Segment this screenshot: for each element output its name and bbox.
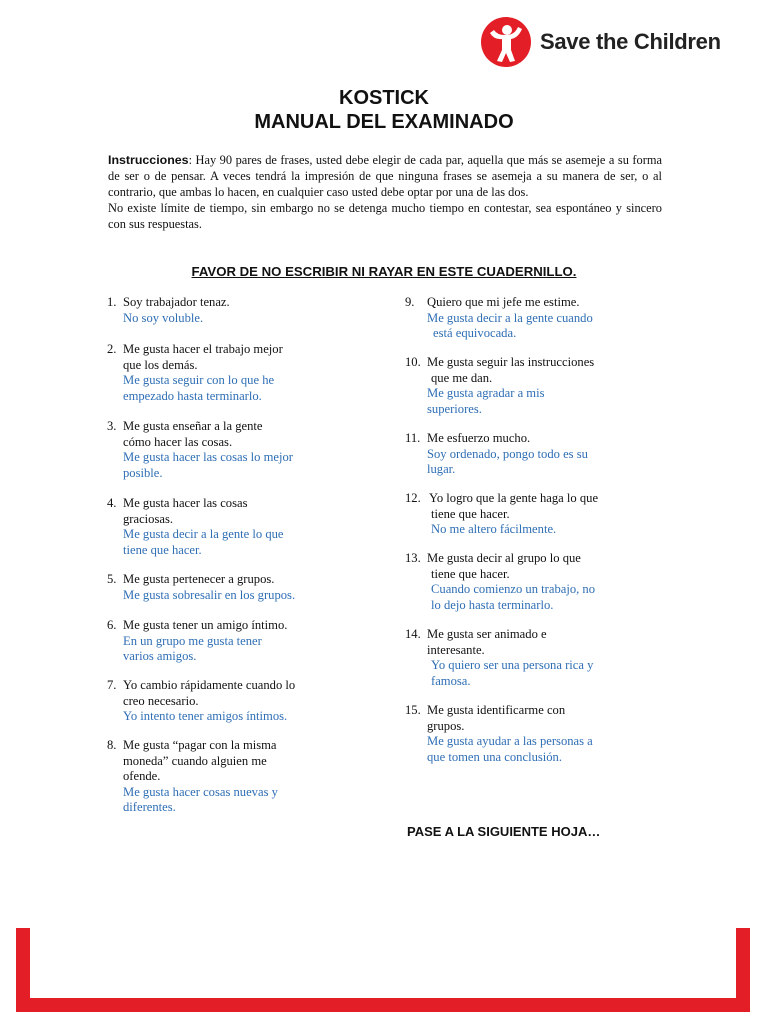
question-item-13: [405, 551, 595, 613]
title-line-1: KOSTICK: [339, 87, 429, 109]
statement-a-cont: moneda” cuando alguien me: [123, 753, 267, 768]
question-item-6: [107, 618, 287, 665]
question-item-10: [405, 355, 594, 417]
statement-a: Me gusta hacer las cosas: [123, 496, 248, 510]
statement-b: Cuando comienzo un trabajo, no: [431, 582, 596, 596]
statement-a-cont: interesante.: [427, 642, 485, 657]
item-number: 5.: [107, 572, 117, 586]
statement-b: No me altero fácilmente.: [431, 522, 557, 536]
item-number: 15.: [405, 703, 421, 717]
save-the-children-logo: [480, 16, 721, 68]
statement-a: Yo cambio rápidamente cuando lo: [123, 678, 296, 692]
statement-a: Me gusta seguir las instrucciones: [427, 355, 595, 369]
statement-a: Me gusta “pagar con la misma: [123, 738, 277, 752]
statement-a: Me gusta decir al grupo lo que: [427, 551, 581, 565]
item-number: 11.: [405, 431, 421, 445]
statement-a-cont: grupos.: [427, 718, 465, 733]
item-number: 4.: [107, 496, 117, 510]
statement-b: Yo intento tener amigos íntimos.: [123, 709, 288, 723]
child-figure-icon: [480, 16, 532, 68]
statement-b: Me gusta decir a la gente cuando: [427, 310, 593, 325]
question-item-15: [405, 703, 593, 765]
statement-a-cont: tiene que hacer.: [431, 506, 510, 521]
statement-b: No soy voluble.: [123, 310, 204, 325]
statement-a: Quiero que mi jefe me estime.: [427, 295, 580, 309]
item-number: 8.: [107, 738, 117, 752]
question-item-14: [405, 627, 593, 689]
statement-b-cont: tiene que hacer.: [123, 542, 202, 557]
statement-b: Soy ordenado, pongo todo es su: [427, 446, 588, 461]
statement-a: Me gusta identificarme con: [427, 703, 566, 717]
statement-b-cont: está equivocada.: [433, 326, 517, 340]
statement-a: Yo logro que la gente haga lo que: [429, 491, 599, 505]
next-page-notice: PASE A LA SIGUIENTE HOJA…: [407, 824, 601, 839]
statement-a: Soy trabajador tenaz.: [123, 295, 230, 309]
question-item-7: [107, 678, 295, 725]
statement-b-cont: famosa.: [431, 673, 471, 688]
statement-a: Me esfuerzo mucho.: [427, 431, 531, 445]
question-item-11: [405, 431, 588, 478]
statement-a-cont: creo necesario.: [123, 693, 199, 708]
statement-a-cont: que me dan.: [431, 370, 493, 385]
question-item-12: [405, 491, 598, 538]
brand-name: Save the Children: [540, 29, 721, 54]
statement-b: Me gusta hacer cosas nuevas y: [123, 784, 278, 799]
item-number: 13.: [405, 551, 421, 565]
statement-b: Me gusta decir a la gente lo que: [123, 527, 284, 541]
item-number: 12.: [405, 491, 421, 505]
instructions-paragraph-1: [108, 152, 662, 200]
statement-b-cont: diferentes.: [123, 800, 176, 814]
question-item-8: [107, 738, 278, 816]
item-number: 2.: [107, 342, 117, 356]
question-item-9: [405, 295, 593, 342]
statement-a-cont: ofende.: [123, 769, 161, 783]
item-number: 1.: [107, 295, 117, 309]
statement-a: Me gusta enseñar a la gente: [123, 419, 263, 433]
statement-a-cont: graciosas.: [123, 511, 174, 526]
statement-b-cont: posible.: [123, 465, 163, 480]
statement-b: Me gusta seguir con lo que he: [123, 373, 275, 387]
item-number: 3.: [107, 419, 117, 433]
document-title: [0, 86, 768, 134]
question-item-5: [107, 572, 295, 603]
statement-a-cont: cómo hacer las cosas.: [123, 434, 233, 449]
red-bottom-frame: [16, 928, 750, 1012]
instructions-text-1: : Hay 90 pares de frases, usted debe elegir de cada par, aquella que más se asemeje a su forma de ser o de pensar. A veces tendrá la impresión de que ninguna frases se asemeja a su manera de ser, o al contrario, que ambas lo hacen, en cualquier caso usted debe optar por una de las dos.: [108, 153, 662, 199]
statement-a-cont: tiene que hacer.: [431, 566, 510, 581]
warning-notice: FAVOR DE NO ESCRIBIR NI RAYAR EN ESTE CUADERNILLO.: [191, 264, 577, 279]
statement-a: Me gusta pertenecer a grupos.: [123, 572, 275, 586]
statement-a-cont: que los demás.: [123, 357, 198, 372]
instructions-label: Instrucciones: [108, 153, 189, 167]
instructions-paragraph-2: No existe límite de tiempo, sin embargo no se detenga mucho tiempo en contestar, sea espontáneo y sincero con sus respuestas.: [108, 201, 662, 231]
question-item-1: [107, 295, 230, 326]
statement-b: Me gusta sobresalir en los grupos.: [123, 587, 296, 602]
statement-b-cont: superiores.: [427, 401, 482, 416]
item-number: 10.: [405, 355, 421, 369]
question-item-4: [107, 496, 284, 558]
item-number: 7.: [107, 678, 117, 692]
statement-a: Me gusta tener un amigo íntimo.: [123, 618, 288, 632]
item-number: 9.: [405, 295, 415, 309]
statement-b-cont: que tomen una conclusión.: [427, 749, 563, 764]
statement-b-cont: lo dejo hasta terminarlo.: [431, 597, 554, 612]
statement-b-cont: lugar.: [427, 462, 456, 476]
statement-b: Me gusta ayudar a las personas a: [427, 734, 593, 748]
title-line-2: MANUAL DEL EXAMINADO: [254, 111, 514, 133]
instructions: [108, 152, 662, 232]
statement-a: Me gusta ser animado e: [427, 627, 547, 641]
item-number: 6.: [107, 618, 117, 632]
statement-b: Me gusta hacer las cosas lo mejor: [123, 450, 293, 464]
statement-b-cont: varios amigos.: [123, 649, 197, 663]
statement-a: Me gusta hacer el trabajo mejor: [123, 342, 283, 356]
question-item-3: [107, 419, 293, 481]
statement-b: Me gusta agradar a mis: [427, 386, 545, 400]
question-item-2: [107, 342, 283, 404]
item-number: 14.: [405, 627, 421, 641]
statement-b-cont: empezado hasta terminarlo.: [123, 388, 262, 403]
statement-b: En un grupo me gusta tener: [123, 633, 262, 648]
statement-b: Yo quiero ser una persona rica y: [431, 658, 594, 672]
